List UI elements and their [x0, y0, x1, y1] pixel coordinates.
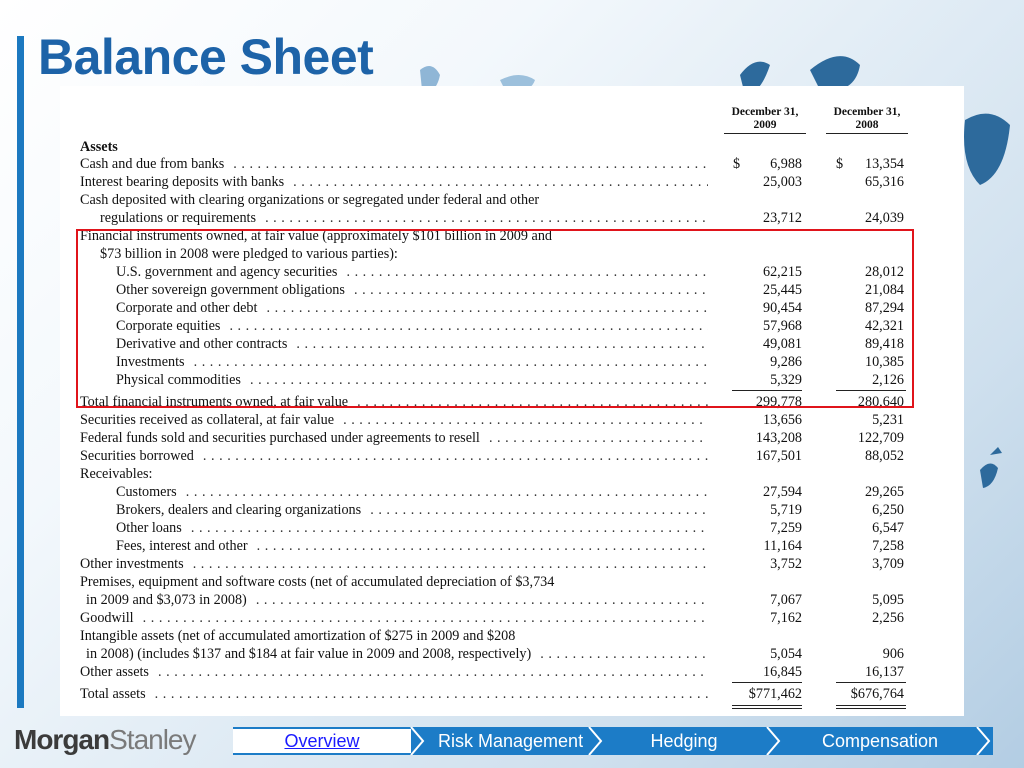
value-2009: 5,329	[770, 372, 802, 388]
table-row-label: Securities received as collateral, at fair value . . .	[80, 412, 708, 429]
value-2008: 16,137	[864, 664, 904, 680]
nav-tab-compensation[interactable]: Compensation	[821, 731, 939, 751]
value-2009: 49,081	[762, 336, 802, 352]
value-2009: 57,968	[762, 318, 802, 334]
value-2008: 3,709	[872, 556, 904, 572]
value-2009: 5,719	[770, 502, 802, 518]
col-header-2008-line1: December 31,	[833, 106, 901, 118]
value-2008: 10,385	[864, 354, 904, 370]
table-row-label: Fees, interest and other . . .	[116, 538, 708, 555]
col-header-2009-line2: 2009	[753, 119, 777, 131]
col-header-2008	[822, 106, 912, 132]
table-row-label: Premises, equipment and software costs (net of accumulated depreciation of $3,734	[80, 574, 708, 591]
table-row-label: regulations or requirements . . .	[100, 210, 708, 227]
table-row-label: U.S. government and agency securities . . .	[116, 264, 708, 281]
value-2008: 2,126	[872, 372, 904, 388]
value-2009: 5,054	[770, 646, 802, 662]
value-2009: 7,067	[770, 592, 802, 608]
value-2009: 143,208	[755, 430, 802, 446]
value-2008: 24,039	[864, 210, 904, 226]
value-2009: 11,164	[763, 538, 802, 554]
table-row-label: in 2009 and $3,073 in 2008) . . .	[86, 592, 708, 609]
value-2009: 6,988	[770, 156, 802, 172]
table-row-label: Interest bearing deposits with banks . . .	[80, 174, 708, 191]
double-rule-bottom-2008	[836, 708, 906, 709]
value-2009: 167,501	[755, 448, 802, 464]
value-2008: 87,294	[864, 300, 904, 316]
table-row-label: in 2008) (includes $137 and $184 at fair value in 2009 and 2008, respectively) . . .	[86, 646, 708, 663]
col-header-rule-2009	[724, 133, 806, 134]
table-row-label: Corporate and other debt . . .	[116, 300, 708, 317]
table-row-label: Intangible assets (net of accumulated amortization of $275 in 2009 and $208	[80, 628, 708, 645]
value-2009: 25,445	[762, 282, 802, 298]
value-2008: 29,265	[864, 484, 904, 500]
slide-title: Balance Sheet	[38, 29, 374, 85]
logo-text-stanley: Stanley	[109, 724, 196, 755]
table-row-label: Other assets . . .	[80, 664, 708, 681]
value-2008: 21,084	[864, 282, 904, 298]
table-row-label: Other investments . . .	[80, 556, 708, 573]
nav-tab-hedging[interactable]: Hedging	[650, 731, 718, 751]
table-row-label: Receivables:	[80, 466, 708, 483]
title-accent-bar	[17, 36, 24, 708]
section-heading: Assets	[80, 139, 118, 155]
value-2008: 5,231	[872, 412, 904, 428]
table-row-label: Federal funds sold and securities purchased under agreements to resell . . .	[80, 430, 708, 447]
value-2008: 13,354	[864, 156, 904, 172]
currency-symbol: $	[733, 156, 741, 172]
value-2009: 62,215	[762, 264, 802, 280]
value-2009: 7,259	[770, 520, 802, 536]
total-rule-2009	[732, 682, 802, 683]
value-2009: 16,845	[762, 664, 802, 680]
value-2008: 28,012	[864, 264, 904, 280]
col-header-rule-2008	[826, 133, 908, 134]
value-2009: 23,712	[762, 210, 802, 226]
value-2008: 89,418	[864, 336, 904, 352]
currency-symbol: $	[836, 156, 844, 172]
value-2009: $771,462	[748, 686, 802, 702]
value-2009: 27,594	[762, 484, 802, 500]
table-row-label: Total financial instruments owned, at fair value . . .	[80, 394, 708, 411]
value-2008: 88,052	[864, 448, 904, 464]
value-2008: 280,640	[857, 394, 904, 410]
table-row-label: Brokers, dealers and clearing organizations . . .	[116, 502, 708, 519]
nav-tab-overview[interactable]: Overview	[284, 731, 360, 751]
double-rule-bottom-2009	[732, 708, 802, 709]
value-2009: 13,656	[762, 412, 802, 428]
nav-tab-risk-management[interactable]: Risk Management	[438, 731, 584, 751]
value-2008: 6,547	[872, 520, 904, 536]
value-2009: 299,778	[755, 394, 802, 410]
table-row-label: Cash and due from banks . . .	[80, 156, 708, 173]
value-2008: 7,258	[872, 538, 904, 554]
col-header-2009-line1: December 31,	[731, 106, 799, 118]
table-row-label: Total assets . . .	[80, 686, 708, 703]
value-2008: 42,321	[864, 318, 904, 334]
table-row-label: Other loans . . .	[116, 520, 708, 537]
value-2009: 25,003	[762, 174, 802, 190]
value-2009: 3,752	[770, 556, 802, 572]
value-2008: 2,256	[872, 610, 904, 626]
col-header-2009	[720, 106, 810, 132]
value-2008: 122,709	[857, 430, 904, 446]
table-row-label: Investments . . .	[116, 354, 708, 371]
table-row-label: Securities borrowed . . .	[80, 448, 708, 465]
table-row-label: $73 billion in 2008 were pledged to various parties):	[100, 246, 708, 263]
value-2008: 5,095	[872, 592, 904, 608]
logo-text-morgan: Morgan	[14, 724, 110, 755]
table-row-label: Physical commodities . . .	[116, 372, 708, 389]
value-2009: 9,286	[770, 354, 802, 370]
value-2008: $676,764	[850, 686, 904, 702]
value-2009: 7,162	[770, 610, 802, 626]
col-header-2008-line2: 2008	[855, 119, 879, 131]
value-2008: 6,250	[872, 502, 904, 518]
total-rule-2008	[836, 682, 906, 683]
double-rule-top-2008	[836, 705, 906, 706]
highlight-box	[76, 229, 914, 408]
table-row-label: Other sovereign government obligations . . .	[116, 282, 708, 299]
value-2008: 906	[882, 646, 904, 662]
table-row-label: Goodwill . . .	[80, 610, 708, 627]
value-2009: 90,454	[762, 300, 802, 316]
table-row-label: Financial instruments owned, at fair value (approximately $101 billion in 2009 and	[80, 228, 708, 245]
morgan-stanley-logo	[14, 720, 196, 760]
table-row-label: Customers . . .	[116, 484, 708, 501]
table-row-label: Cash deposited with clearing organizations or segregated under federal and other	[80, 192, 708, 209]
value-2008: 65,316	[864, 174, 904, 190]
double-rule-top-2009	[732, 705, 802, 706]
table-row-label: Corporate equities . . .	[116, 318, 708, 335]
table-row-label: Derivative and other contracts . . .	[116, 336, 708, 353]
